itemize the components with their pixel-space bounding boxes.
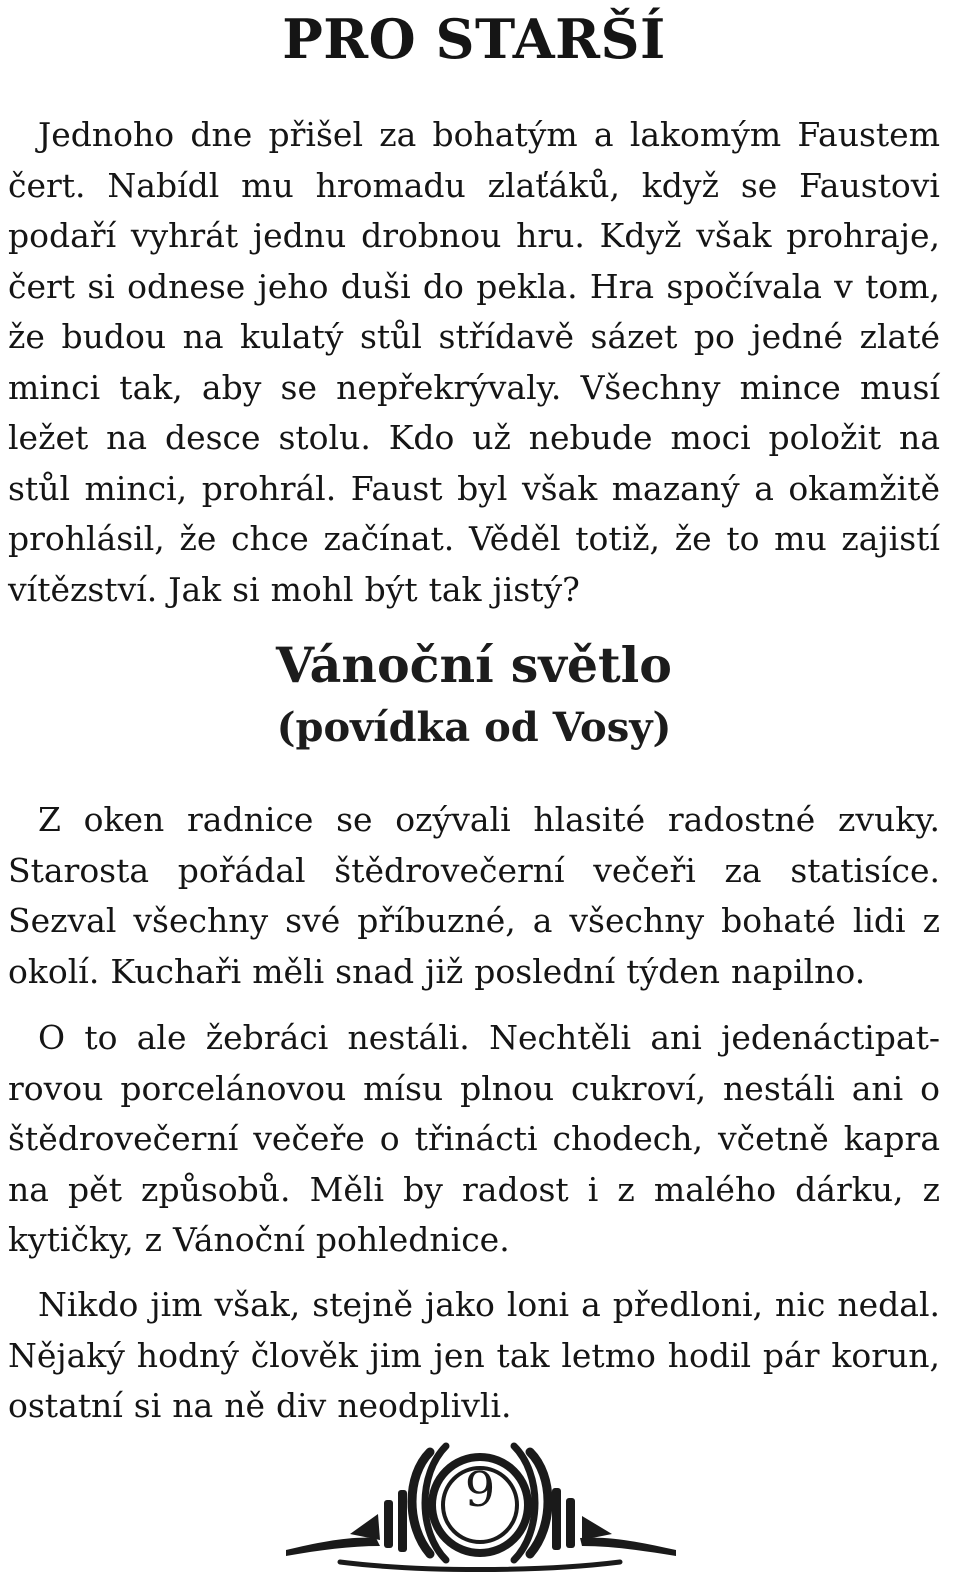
story-paragraph: Z oken radnice se ozývali hlasité radostné zvuky. Starosta pořádal štědrovečerní večeři za statisíce. Sezval všechny své příbuzné, a všechny bohaté lidi z okolí. Kuchaři měli snad již poslední týden napilno.	[8, 800, 940, 991]
page-number: 9	[464, 1462, 496, 1518]
riddle-paragraph: Jednoho dne přišel za bohatým a lakomým Faustem čert. Nabídl mu hromadu zlaťáků, když se Faustovi podaří vyhrát jednu drobnou hru. Když však prohraje, čert si odnese jeho duši do pekla. Hra spočívala v tom, že budou na kulatý stůl střídavě sázet po jedné zlaté minci tak, aby se nepřekrývaly. Všechny mince musí ležet na desce stolu. Kdo už nebude moci položit na stůl minci, prohrál. Faust byl však mazaný a okamžitě prohlásil, že chce začínat. Věděl totiž, že to mu zajistí vítězství. Jak si mohl být tak jistý?	[8, 115, 940, 609]
story-paragraph: O to ale žebráci nestáli. Nechtěli ani jedenáctipatrovou porcelánovou mísu plnou cukroví, nestáli ani o štědrovečerní večeře o třinácti chodech, včetně kapra na pět způsobů. Měli by radost i z malého dárku, z kytičky, z Vánoční pohlednice.	[8, 1018, 940, 1259]
section-heading: PRO STARŠÍ	[282, 7, 666, 71]
story-paragraph: Nikdo jim však, stejně jako loni a předloni, nic nedal. Nějaký hodný člověk jim jen tak letmo hodil pár korun, ostatní si na ně div neodplivli.	[8, 1285, 940, 1425]
story-subtitle: (povídka od Vosy)	[276, 704, 672, 751]
story-title: Vánoční světlo	[276, 636, 672, 694]
